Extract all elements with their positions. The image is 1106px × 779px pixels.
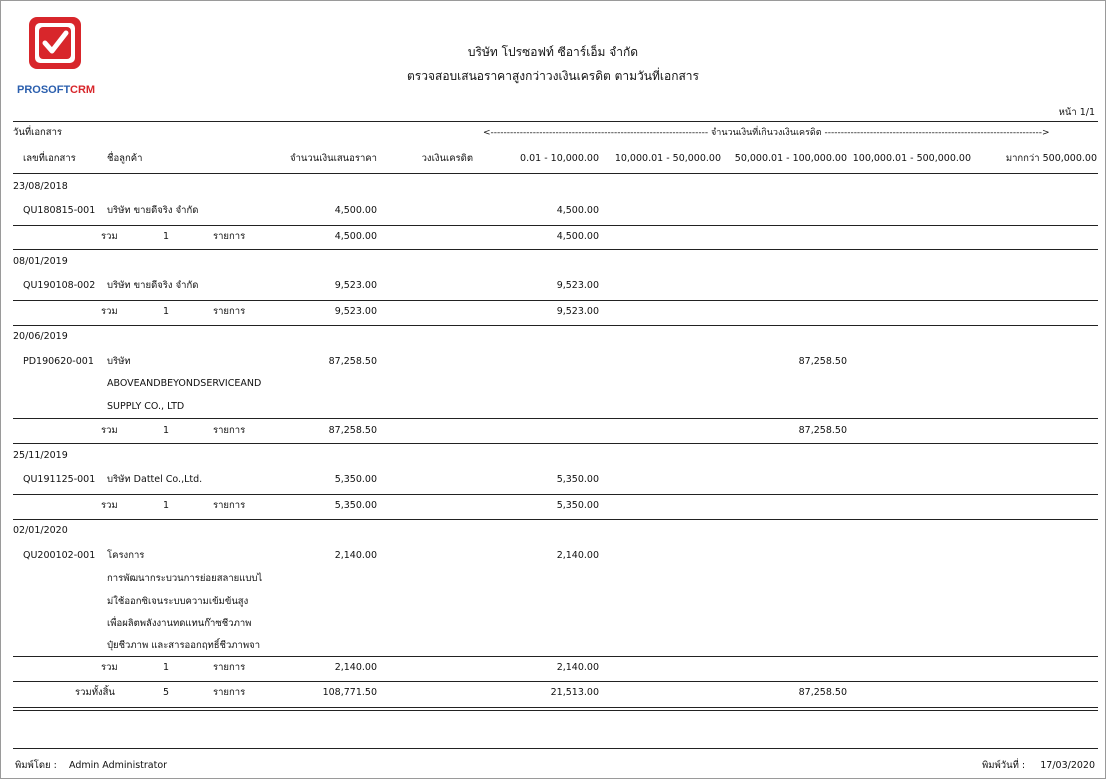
- subtotal-amount: 9,523.00: [334, 306, 377, 317]
- range-1-amount: 9,523.00: [556, 280, 599, 291]
- printed-date: 17/03/2020: [1040, 760, 1095, 771]
- col-credit-limit: วงเงินเครดิต: [421, 153, 473, 164]
- subtotal-amount: 87,258.50: [328, 425, 377, 436]
- col-doc-date: วันที่เอกสาร: [13, 127, 63, 138]
- customer-name-line: ปุ๋ยชีวภาพ และสารออกฤทธิ์ชีวภาพจา: [107, 640, 261, 651]
- customer-name: บริษัท ขายดีจริง จำกัด: [107, 205, 199, 216]
- range-1-amount: 5,350.00: [556, 474, 599, 485]
- quote-amount: 5,350.00: [334, 474, 377, 485]
- grand-total-range-1: 21,513.00: [550, 687, 599, 698]
- col-over-credit-header: <------------------------------------------------------------------- จำนวนเงินที่เกินวงเงินเครดิต ------------------------------------------------------------------->: [483, 128, 1050, 138]
- customer-name-line: บริษัท: [107, 356, 131, 367]
- col-range-1: 0.01 - 10,000.00: [520, 153, 599, 164]
- customer-name-line: ม่ใช้ออกซิเจนระบบความเข้มข้นสูง: [107, 596, 249, 607]
- customer-name-line: โครงการ: [107, 550, 145, 561]
- grand-total-label: รวมทั้งสิ้น: [75, 687, 115, 698]
- page-number: หน้า 1/1: [1058, 107, 1095, 118]
- subtotal-amount: 5,350.00: [334, 500, 377, 511]
- customer-name-line: SUPPLY CO., LTD: [107, 401, 185, 412]
- logo-text: PROSOFT: [17, 84, 71, 96]
- subtotal-unit: รายการ: [213, 425, 246, 436]
- customer-name-line: การพัฒนากระบวนการย่อยสลายแบบไ: [107, 573, 263, 584]
- subtotal-range-1: 2,140.00: [556, 662, 599, 673]
- subtotal-range-1: 5,350.00: [556, 500, 599, 511]
- col-customer: ชื่อลูกค้า: [107, 153, 143, 164]
- subtotal-amount: 2,140.00: [334, 662, 377, 673]
- quote-amount: 2,140.00: [334, 550, 377, 561]
- logo-text-crm: CRM: [70, 84, 95, 96]
- range-3-amount: 87,258.50: [798, 356, 847, 367]
- subtotal-label: รวม: [101, 425, 118, 436]
- doc-no: QU180815-001: [23, 205, 96, 216]
- subtotal-count: 1: [163, 306, 170, 317]
- customer-name-line: ABOVEANDBEYONDSERVICEAND: [107, 378, 262, 389]
- subtotal-unit: รายการ: [213, 500, 246, 511]
- customer-name: บริษัท ขายดีจริง จำกัด: [107, 280, 199, 291]
- subtotal-label: รวม: [101, 662, 118, 673]
- subtotal-unit: รายการ: [213, 662, 246, 673]
- quote-amount: 9,523.00: [334, 280, 377, 291]
- col-range-5: มากกว่า 500,000.00: [1005, 153, 1097, 164]
- doc-no: QU191125-001: [23, 474, 96, 485]
- subtotal-range-3: 87,258.50: [798, 425, 847, 436]
- doc-no: PD190620-001: [23, 356, 94, 367]
- customer-name: บริษัท Dattel Co.,Ltd.: [107, 474, 203, 485]
- subtotal-unit: รายการ: [213, 231, 246, 242]
- grand-total-count: 5: [163, 687, 170, 698]
- subtotal-count: 1: [163, 425, 170, 436]
- customer-name-line: เพื่อผลิตพลังงานทดแทนก๊าซชีวภาพ: [107, 618, 252, 629]
- col-doc-no: เลขที่เอกสาร: [23, 153, 76, 164]
- subtotal-label: รวม: [101, 231, 118, 242]
- quote-amount: 4,500.00: [334, 205, 377, 216]
- grand-total-unit: รายการ: [213, 687, 246, 698]
- printed-by-label: พิมพ์โดย :: [15, 760, 57, 771]
- printed-by: Admin Administrator: [69, 760, 168, 771]
- range-1-amount: 4,500.00: [556, 205, 599, 216]
- group-date: 25/11/2019: [13, 450, 68, 461]
- printed-date-label: พิมพ์วันที่ :: [982, 760, 1026, 771]
- col-range-2: 10,000.01 - 50,000.00: [614, 153, 721, 164]
- group-date: 02/01/2020: [13, 525, 68, 536]
- group-date: 20/06/2019: [13, 331, 68, 342]
- subtotal-count: 1: [163, 231, 170, 242]
- col-range-4: 100,000.01 - 500,000.00: [852, 153, 971, 164]
- subtotal-count: 1: [163, 500, 170, 511]
- grand-total-amount: 108,771.50: [322, 687, 377, 698]
- range-1-amount: 2,140.00: [556, 550, 599, 561]
- company-name: บริษัท โปรซอฟท์ ซีอาร์เอ็ม จำกัด: [467, 45, 639, 59]
- subtotal-range-1: 9,523.00: [556, 306, 599, 317]
- group-date: 08/01/2019: [13, 256, 68, 267]
- quote-amount: 87,258.50: [328, 356, 377, 367]
- col-range-3: 50,000.01 - 100,000.00: [734, 153, 847, 164]
- subtotal-amount: 4,500.00: [334, 231, 377, 242]
- subtotal-label: รวม: [101, 306, 118, 317]
- col-quote-amount: จำนวนเงินเสนอราคา: [290, 153, 377, 164]
- subtotal-label: รวม: [101, 500, 118, 511]
- subtotal-unit: รายการ: [213, 306, 246, 317]
- subtotal-range-1: 4,500.00: [556, 231, 599, 242]
- group-date: 23/08/2018: [13, 181, 68, 192]
- subtotal-count: 1: [163, 662, 170, 673]
- grand-total-range-3: 87,258.50: [798, 687, 847, 698]
- doc-no: QU200102-001: [23, 550, 96, 561]
- doc-no: QU190108-002: [23, 280, 96, 291]
- report-title: ตรวจสอบเสนอราคาสูงกว่าวงเงินเครดิต ตามวันที่เอกสาร: [407, 69, 699, 83]
